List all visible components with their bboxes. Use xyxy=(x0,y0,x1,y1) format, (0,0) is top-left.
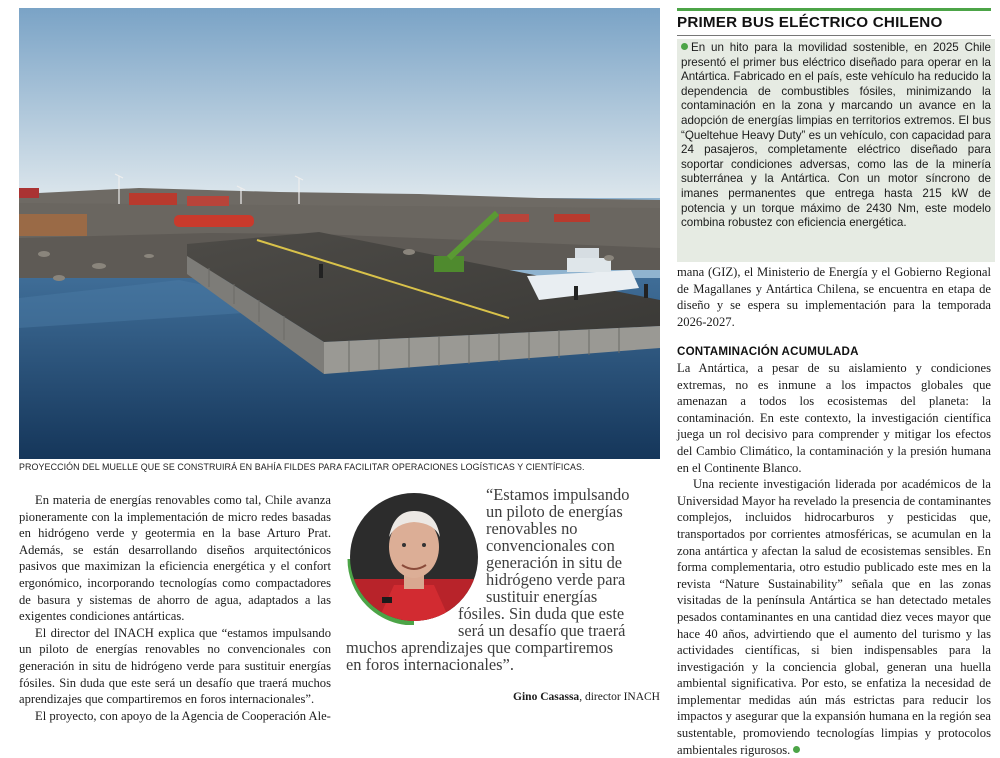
right-column-continuation xyxy=(677,264,991,330)
sidebar-title-rule xyxy=(677,35,991,36)
sidebar-text: En un hito para la movilidad sostenible, en 2025 Chile presentó el primer bus eléctrico diseñado para operar en la Antártica. Fabricado en el país, este vehículo ha reducido la dependencia de combustibles fósiles, minimizando la contaminación en la zona y marcando un avance en la adopción de energías limpias en territorios extremos. El bus “Queltehue Heavy Duty” es un vehículo, con capacidad para 24 pasajeros, completamente eléctrico diseñado para soportar condiciones adversas, como las de la minería subterránea y la Antártica. Con un motor síncrono de imanes permanentes que entrega hasta 215 kW de potencia y un torque máximo de 2430 Nm, este modelo combina robustez con eficiencia energética. xyxy=(681,41,991,230)
quote-line: sustituir energías xyxy=(486,587,598,606)
sidebar-box xyxy=(677,39,995,262)
quote-line: convencionales con xyxy=(486,536,615,555)
end-dot-icon xyxy=(793,746,800,753)
paragraph: mana (GIZ), el Ministerio de Energía y el Gobierno Regional de Magallanes y Antártica Chilena, se encuentra en etapa de diseño y se espera su implementación para la temporada 2026-2027. xyxy=(677,265,991,329)
pier-illustration xyxy=(19,8,660,459)
photo-caption: PROYECCIÓN DEL MUELLE QUE SE CONSTRUIRÁ EN BAHÍA FILDES PARA FACILITAR OPERACIONES LOGÍSTICAS Y CIENTÍFICAS. xyxy=(19,462,585,472)
sidebar-top-rule xyxy=(677,8,991,11)
quote-line: un piloto de energías xyxy=(486,502,623,521)
quote-line: “Estamos impulsando xyxy=(486,485,630,504)
quote-line: será un desafío que traerá xyxy=(458,621,626,640)
paragraph: En materia de energías renovables como tal, Chile avanza pioneramente con la implementación de micro redes basadas en hidrógeno verde y geotermia en la base Arturo Prat. Además, se están desarrollando diseños arquitectónicos pasivos que maximizan la eficiencia energética y el confort ergonómico, incorporando tecnologías como compactadores de basura y sistemas de ahorro de agua, adaptados a las exigentes condiciones antárticas. xyxy=(19,493,331,624)
quote-credit xyxy=(500,691,660,703)
paragraph: La Antártica, a pesar de su aislamiento y condiciones extremas, no es inmune a los impactos globales que amenazan a todos los ecosistemas del planeta: la contaminación. En este contexto, la investigación científica juega un rol decisivo para comprender y mitigar los efectos del Cambio Climático, la contaminación y la presión humana en el Continente Blanco. xyxy=(677,361,991,475)
paragraph-text: Una reciente investigación liderada por académicos de la Universidad Mayor ha revelado la presencia de contaminantes complejos, incluidos hidrocarburos y pesticidas que, transportados por corrientes atmosféricas, se acumulan en la zona antártica y afectan la salud de ecosistemas sensibles. En forma complementaria, otro estudio publicado este mes en la revista “Nature Sustainability” señala que en las zonas visitadas de la península Antártica se han detectado metales pesados contaminantes en una cantidad diez veces mayor que hace 40 años, advirtiendo que el aumento del turismo y las actividades científicas, si bien indispensables para la investigación y la conciencia global, generan una huella ambiental significativa. Por esto, se enfatiza la necesidad de implementar medidas aún más estrictas para reducir los impactos y asegurar que la expansión humana en la región sea sustentable, promoviendo tecnologías limpias y protocolos ambientales rigurosos. xyxy=(677,477,991,757)
paragraph: El director del INACH explica que “estamos impulsando un piloto de energías renovables no convencionales con generación in situ de hidrógeno verde para sustituir energías fósiles. Sin duda que este será un desafío que traerá muchos aprendizajes que compartiremos en foros internacionales”. xyxy=(19,625,331,707)
left-column xyxy=(19,492,331,724)
paragraph xyxy=(677,476,991,758)
quote-line: generación in situ de xyxy=(486,553,623,572)
quote-role: , director INACH xyxy=(579,691,660,703)
section-title: CONTAMINACIÓN ACUMULADA xyxy=(677,345,859,358)
bullet-dot-icon xyxy=(681,43,688,50)
pull-quote xyxy=(346,486,662,673)
quote-line: muchos aprendizajes que compartiremos xyxy=(346,638,614,657)
quote-author: Gino Casassa xyxy=(513,691,580,703)
pier-photo xyxy=(19,8,660,459)
quote-line: hidrógeno verde para xyxy=(486,570,626,589)
quote-line: fósiles. Sin duda que este xyxy=(458,604,625,623)
quote-line: renovables no xyxy=(486,519,578,538)
sidebar-title: PRIMER BUS ELÉCTRICO CHILENO xyxy=(677,14,943,31)
quote-line: en foros internacionales”. xyxy=(346,655,514,674)
right-column-body xyxy=(677,360,991,758)
paragraph: El proyecto, con apoyo de la Agencia de Cooperación Ale- xyxy=(35,708,331,723)
